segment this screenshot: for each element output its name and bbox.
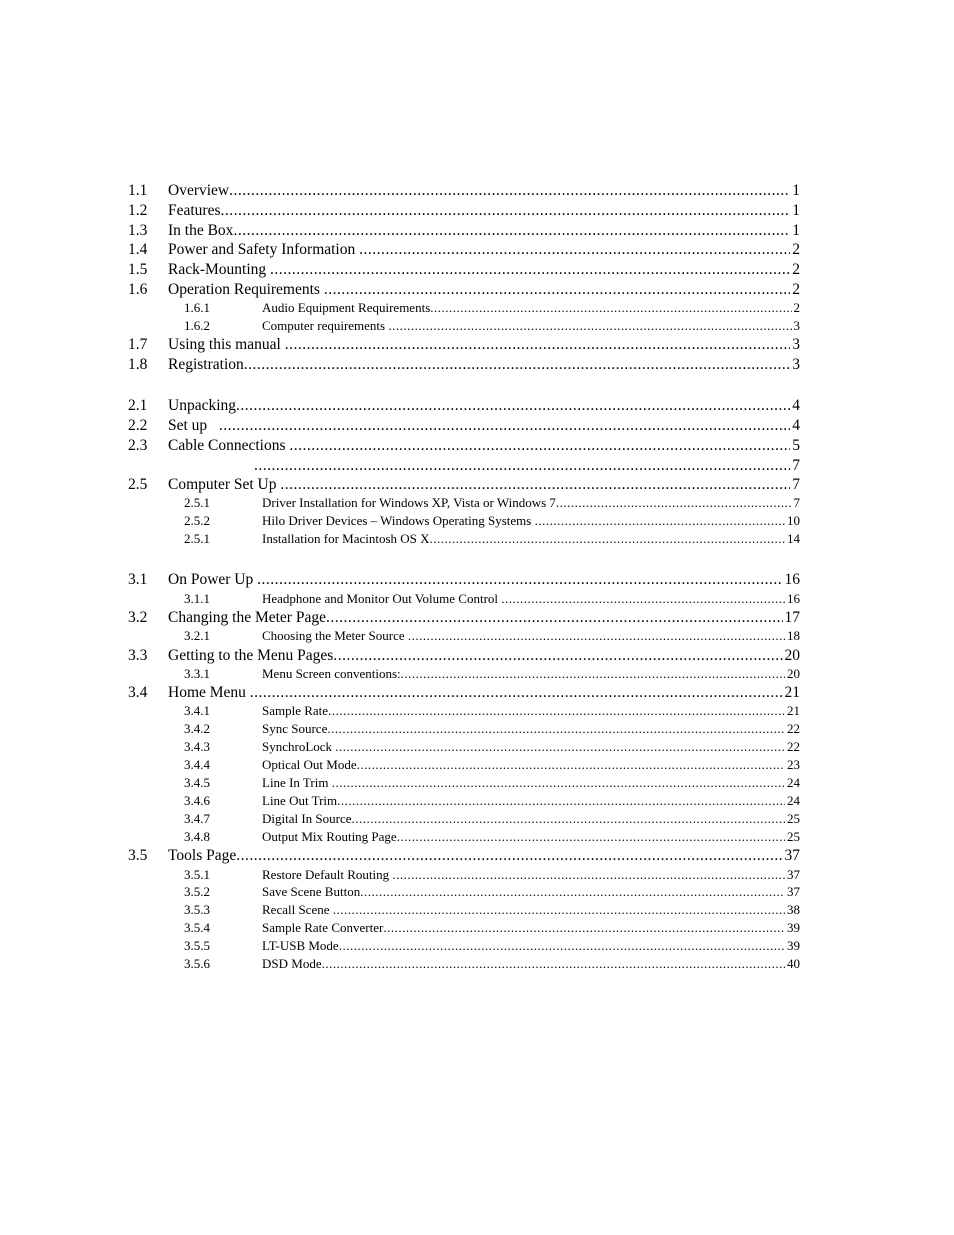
- dot-leader: [322, 956, 785, 972]
- dot-leader: [339, 938, 785, 954]
- dot-leader: [229, 182, 790, 200]
- toc-subentry[interactable]: [0, 920, 954, 936]
- toc-subentry[interactable]: [0, 721, 954, 737]
- toc-entry-body: [168, 476, 800, 494]
- toc-subentry[interactable]: [0, 495, 954, 511]
- toc-entry-body: [168, 281, 800, 299]
- dot-leader: [337, 793, 785, 809]
- toc-entry-body: [168, 222, 800, 240]
- toc-entry-body: [168, 609, 800, 627]
- dot-leader: [236, 847, 782, 865]
- toc-number: 3.2: [128, 609, 148, 626]
- toc-entry-body: [168, 182, 800, 200]
- toc-title: Computer requirements: [262, 318, 389, 333]
- toc-title: Choosing the Meter Source: [262, 628, 408, 643]
- toc-number: 3.4.6: [184, 793, 210, 808]
- toc-number: 3.4.2: [184, 721, 210, 736]
- toc-page-number: 18: [787, 628, 800, 643]
- toc-entry-body: [262, 793, 800, 809]
- toc-page-number: 20: [787, 666, 800, 681]
- toc-entry-body: [262, 300, 800, 316]
- toc-entry-body: [262, 775, 800, 791]
- toc-entry-body: [168, 356, 800, 374]
- toc-page-number: 2: [792, 281, 800, 298]
- toc-page-number: 25: [787, 811, 800, 826]
- toc-number: 3.3.1: [184, 666, 210, 681]
- toc-entry[interactable]: [0, 202, 954, 220]
- toc-title: Output Mix Routing Page: [262, 829, 397, 844]
- toc-page-number: 10: [787, 513, 800, 528]
- dot-leader: [244, 356, 790, 374]
- toc-page-number: 39: [787, 938, 800, 953]
- toc-number: 3.4.7: [184, 811, 210, 826]
- dot-leader: [360, 884, 785, 900]
- toc-entry-body: [262, 666, 800, 682]
- dot-leader: [335, 739, 785, 755]
- toc-title: Line In Trim: [262, 775, 332, 790]
- dot-leader: [556, 495, 792, 511]
- toc-page-number: 21: [787, 703, 800, 718]
- toc-number: 2.1: [128, 397, 148, 414]
- dot-leader: [352, 811, 785, 827]
- toc-number: 1.4: [128, 241, 148, 258]
- toc-title: Features: [168, 202, 221, 219]
- toc-page-number: 22: [787, 721, 800, 736]
- toc-entry[interactable]: [0, 847, 954, 865]
- toc-subentry[interactable]: [0, 757, 954, 773]
- toc-page-number: 37: [787, 867, 800, 882]
- toc-entry-body: [262, 531, 800, 547]
- toc-title: Tools Page: [168, 847, 237, 864]
- toc-title: Cable Connections: [168, 437, 290, 454]
- toc-title: Set up: [168, 417, 219, 434]
- toc-subentry[interactable]: [0, 956, 954, 972]
- toc-entry-body: [262, 628, 800, 644]
- toc-entry-body: [168, 336, 800, 354]
- toc-page-number: 3: [793, 318, 800, 333]
- toc-number: 1.6.2: [184, 318, 210, 333]
- toc-page-number: 37: [784, 847, 800, 864]
- toc-number: 1.7: [128, 336, 148, 353]
- toc-number: 2.5.1: [184, 495, 210, 510]
- dot-leader: [219, 417, 790, 435]
- toc-number: 3.5.1: [184, 867, 210, 882]
- toc-page-number: 40: [787, 956, 800, 971]
- toc-number: 3.5.4: [184, 920, 210, 935]
- toc-page-number: 5: [792, 437, 800, 454]
- dot-leader: [333, 902, 785, 918]
- toc-page-number: 24: [787, 775, 800, 790]
- toc-page-number: 1: [792, 222, 800, 239]
- toc-page-number: 2: [792, 261, 800, 278]
- toc-subentry[interactable]: [0, 531, 954, 547]
- toc-entry[interactable]: [0, 261, 954, 279]
- toc-title: Line Out Trim: [262, 793, 338, 808]
- dot-leader: [233, 222, 790, 240]
- dot-leader: [326, 609, 783, 627]
- dot-leader: [535, 513, 785, 529]
- toc-number: 3.5.5: [184, 938, 210, 953]
- toc-page-number: 24: [787, 793, 800, 808]
- toc-entry-body: [262, 495, 800, 511]
- toc-subentry[interactable]: [0, 775, 954, 791]
- toc-number: 2.5.1: [184, 531, 210, 546]
- toc-title: Using this manual: [168, 336, 285, 353]
- toc-entry[interactable]: [0, 571, 954, 589]
- toc-number: 2.3: [128, 437, 148, 454]
- toc-page-number: 3: [792, 336, 800, 353]
- toc-title: Getting to the Menu Pages: [168, 647, 334, 664]
- toc-entry-body: [262, 721, 800, 737]
- toc-entry-body: [168, 847, 800, 865]
- toc-title: Unpacking: [168, 397, 237, 414]
- toc-entry[interactable]: [0, 182, 954, 200]
- toc-entry[interactable]: [0, 397, 954, 415]
- toc-subentry[interactable]: [0, 591, 954, 607]
- toc-subentry[interactable]: [0, 938, 954, 954]
- toc-title: Restore Default Routing: [262, 867, 393, 882]
- toc-subentry[interactable]: [0, 628, 954, 644]
- toc-number: 1.3: [128, 222, 148, 239]
- toc-entry-body: [168, 202, 800, 220]
- toc-number: 3.5: [128, 847, 148, 864]
- toc-number: 1.6.1: [184, 300, 210, 315]
- toc-page-number: 23: [787, 757, 800, 772]
- toc-subentry[interactable]: [0, 811, 954, 827]
- toc-title: Save Scene Button: [262, 884, 361, 899]
- toc-subentry[interactable]: [0, 703, 954, 719]
- toc-title: On Power Up: [168, 571, 258, 588]
- toc-number: 3.4.3: [184, 739, 210, 754]
- dot-leader: [359, 241, 790, 259]
- toc-number: 3.4.5: [184, 775, 210, 790]
- toc-entry[interactable]: [0, 281, 954, 299]
- dot-leader: [254, 457, 790, 475]
- dot-leader: [430, 531, 785, 547]
- toc-subentry[interactable]: [0, 666, 954, 682]
- toc-number: 1.5: [128, 261, 148, 278]
- toc-entry[interactable]: [0, 241, 954, 259]
- toc-number: 3.1: [128, 571, 148, 588]
- toc-entry-body: [262, 811, 800, 827]
- toc-entry-body: [262, 867, 800, 883]
- toc-number: 3.5.3: [184, 902, 210, 917]
- toc-entry-body: [262, 829, 800, 845]
- toc-page-number: 25: [787, 829, 800, 844]
- dot-leader: [280, 476, 790, 494]
- dot-leader: [392, 867, 785, 883]
- toc-title: SynchroLock: [262, 739, 336, 754]
- toc-entry-body: [262, 591, 800, 607]
- toc-subentry[interactable]: [0, 884, 954, 900]
- toc-entry-body: [262, 956, 800, 972]
- toc-page-number: 2: [793, 300, 800, 315]
- toc-title: Installation for Macintosh OS X: [262, 531, 430, 546]
- toc-page-number: 21: [784, 684, 800, 701]
- toc-page-number: 39: [787, 920, 800, 935]
- toc-entry-body: [262, 920, 800, 936]
- dot-leader: [333, 647, 782, 665]
- toc-page-number: 7: [793, 495, 800, 510]
- toc-entry-body: [168, 571, 800, 589]
- toc-title: Registration: [168, 356, 244, 373]
- toc-title: Sample Rate Converter: [262, 920, 384, 935]
- toc-entry-body: [262, 739, 800, 755]
- toc-entry-body: [168, 397, 800, 415]
- toc-subentry[interactable]: [0, 300, 954, 316]
- toc-number: 2.5.2: [184, 513, 210, 528]
- toc-title: Changing the Meter Page: [168, 609, 326, 626]
- toc-number: 3.4: [128, 684, 148, 701]
- toc-entry[interactable]: [0, 437, 954, 455]
- toc-entry-body: [168, 647, 800, 665]
- toc-title: Computer Set Up: [168, 476, 281, 493]
- dot-leader: [236, 397, 790, 415]
- toc-number: 3.1.1: [184, 591, 210, 606]
- toc-page-number: 38: [787, 902, 800, 917]
- toc-page-number: 3: [792, 356, 800, 373]
- toc-entry-body: [262, 757, 800, 773]
- toc-title: Digital In Source: [262, 811, 352, 826]
- toc-number: 1.6: [128, 281, 148, 298]
- toc-page-number: 7: [792, 476, 800, 493]
- toc-subentry[interactable]: [0, 739, 954, 755]
- toc-title: Home Menu: [168, 684, 250, 701]
- toc-number: 1.1: [128, 182, 148, 199]
- dot-leader: [408, 628, 785, 644]
- toc-page-number: 20: [784, 647, 800, 664]
- toc-number: 2.2: [128, 417, 148, 434]
- toc-page-number: 17: [784, 609, 800, 626]
- toc-page-number: 7: [792, 457, 800, 474]
- toc-title: Optical Out Mode: [262, 757, 357, 772]
- toc-page-number: 1: [792, 202, 800, 219]
- toc-number: 3.4.4: [184, 757, 210, 772]
- toc-entry[interactable]: [0, 476, 954, 494]
- toc-page-number: 16: [787, 591, 800, 606]
- toc-title: Overview: [168, 182, 230, 199]
- dot-leader: [332, 775, 785, 791]
- toc-number: 3.4.1: [184, 703, 210, 718]
- toc-entry[interactable]: [0, 609, 954, 627]
- toc-title: Audio Equipment Requirements: [262, 300, 431, 315]
- dot-leader: [327, 721, 785, 737]
- toc-title: Power and Safety Information: [168, 241, 360, 258]
- dot-leader: [388, 318, 791, 334]
- toc-title: Sample Rate: [262, 703, 329, 718]
- toc-page-number: 22: [787, 739, 800, 754]
- toc-entry-body: [262, 703, 800, 719]
- toc-subentry[interactable]: [0, 793, 954, 809]
- toc-page-number: 14: [787, 531, 800, 546]
- toc-entry[interactable]: [0, 457, 954, 475]
- toc-title: LT-USB Mode: [262, 938, 339, 953]
- toc-entry[interactable]: [0, 356, 954, 374]
- toc-page-number: 1: [792, 182, 800, 199]
- toc-entry-body: [262, 902, 800, 918]
- toc-title: Hilo Driver Devices – Windows Operating Systems: [262, 513, 535, 528]
- toc-entry[interactable]: [0, 222, 954, 240]
- toc-number: 3.3: [128, 647, 148, 664]
- toc-page-number: 16: [784, 571, 800, 588]
- toc-entry-body: [262, 884, 800, 900]
- dot-leader: [324, 281, 790, 299]
- toc-entry[interactable]: [0, 684, 954, 702]
- toc-subentry[interactable]: [0, 318, 954, 334]
- toc-subentry[interactable]: [0, 829, 954, 845]
- toc-entry-body: [168, 417, 800, 435]
- toc-title: Rack-Mounting: [168, 261, 271, 278]
- toc-number: 3.5.6: [184, 956, 210, 971]
- toc-title: Operation Requirements: [168, 281, 324, 298]
- toc-title: Recall Scene: [262, 902, 333, 917]
- toc-number: 1.2: [128, 202, 148, 219]
- dot-leader: [285, 336, 791, 354]
- toc-page-number: 37: [787, 884, 800, 899]
- toc-title: Headphone and Monitor Out Volume Control: [262, 591, 502, 606]
- toc-page-number: 4: [792, 397, 800, 414]
- dot-leader: [401, 666, 785, 682]
- toc-title: DSD Mode: [262, 956, 322, 971]
- toc-number: 3.5.2: [184, 884, 210, 899]
- toc-number: 3.4.8: [184, 829, 210, 844]
- toc-number: 2.5: [128, 476, 148, 493]
- toc-number: 1.8: [128, 356, 148, 373]
- toc-entry[interactable]: [0, 647, 954, 665]
- dot-leader: [430, 300, 791, 316]
- toc-subentry[interactable]: [0, 867, 954, 883]
- toc-entry-body: [262, 318, 800, 334]
- dot-leader: [397, 829, 785, 845]
- dot-leader: [383, 920, 785, 936]
- dot-leader: [250, 684, 783, 702]
- toc-entry[interactable]: [0, 417, 954, 435]
- toc-title: Driver Installation for Windows XP, Vista or Windows 7: [262, 495, 556, 510]
- toc-entry-body: [168, 261, 800, 279]
- dot-leader: [289, 437, 790, 455]
- toc-number: 3.2.1: [184, 628, 210, 643]
- toc-page-number: 4: [792, 417, 800, 434]
- dot-leader: [501, 591, 785, 607]
- toc-subentry[interactable]: [0, 513, 954, 529]
- toc-entry-body: [168, 437, 800, 455]
- dot-leader: [257, 571, 782, 589]
- toc-entry-body: [262, 513, 800, 529]
- toc-subentry[interactable]: [0, 902, 954, 918]
- toc-title: Menu Screen conventions:: [262, 666, 401, 681]
- dot-leader: [221, 202, 791, 220]
- toc-title: In the Box: [168, 222, 234, 239]
- toc-entry-body: [262, 938, 800, 954]
- toc-entry-body: [168, 241, 800, 259]
- toc-title: Sync Source: [262, 721, 328, 736]
- dot-leader: [328, 703, 785, 719]
- dot-leader: [357, 757, 785, 773]
- dot-leader: [270, 261, 790, 279]
- toc-entry[interactable]: [0, 336, 954, 354]
- toc-page-number: 2: [792, 241, 800, 258]
- toc-entry-body: [168, 684, 800, 702]
- toc-entry-body: [254, 457, 800, 475]
